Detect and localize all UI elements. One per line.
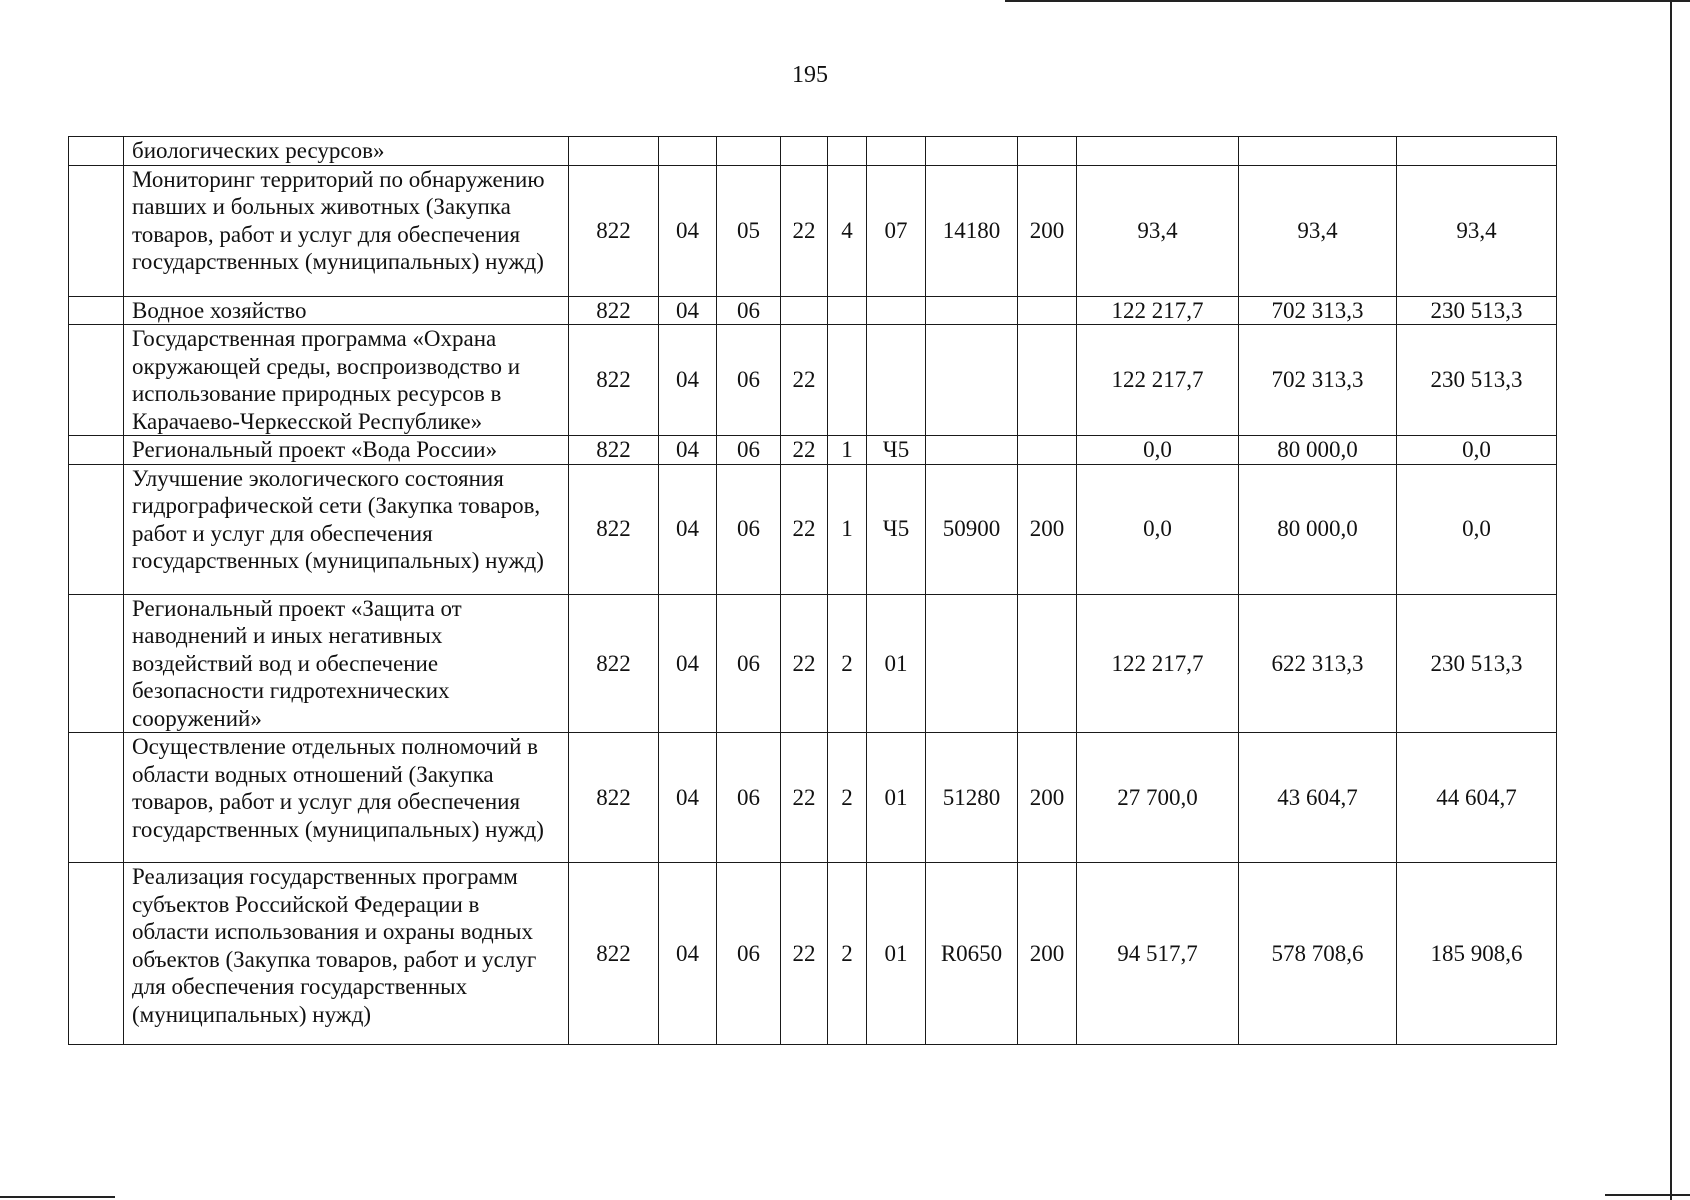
row-number-cell (69, 594, 124, 733)
table-row (69, 863, 1557, 1045)
amount-year2-cell: 622 313,3 (1239, 594, 1397, 733)
table-row (69, 296, 1557, 325)
ministry-code-cell: 822 (569, 733, 659, 863)
event-code-cell: 01 (867, 863, 926, 1045)
program-code-cell: 22 (781, 863, 828, 1045)
item-name-cell: Региональный проект «Защита от наводнений и иных негативных воздействий вод и обеспечение безопасности гидротехнических сооружений» (124, 594, 569, 733)
item-name-cell: Региональный проект «Вода России» (124, 436, 569, 465)
section-code-cell: 04 (659, 296, 717, 325)
amount-year1-cell: 122 217,7 (1077, 594, 1239, 733)
section-code-cell (659, 137, 717, 166)
section-code-cell: 04 (659, 165, 717, 296)
subsection-code-cell: 06 (717, 863, 781, 1045)
scan-edge-bottom-right (1605, 1194, 1690, 1196)
event-code-cell: 01 (867, 733, 926, 863)
table-row (69, 464, 1557, 594)
event-code-cell: 07 (867, 165, 926, 296)
amount-year3-cell: 44 604,7 (1397, 733, 1557, 863)
table-row (69, 436, 1557, 465)
subprogram-code-cell: 1 (828, 464, 867, 594)
amount-year3-cell: 230 513,3 (1397, 325, 1557, 436)
amount-year1-cell: 0,0 (1077, 464, 1239, 594)
subprogram-code-cell (828, 296, 867, 325)
amount-year3-cell: 185 908,6 (1397, 863, 1557, 1045)
program-code-cell: 22 (781, 165, 828, 296)
program-code-cell (781, 137, 828, 166)
subprogram-code-cell: 1 (828, 436, 867, 465)
amount-year3-cell (1397, 137, 1557, 166)
subprogram-code-cell (828, 325, 867, 436)
amount-year2-cell: 80 000,0 (1239, 464, 1397, 594)
subsection-code-cell: 06 (717, 464, 781, 594)
expense-type-cell (1018, 594, 1077, 733)
amount-year1-cell: 122 217,7 (1077, 325, 1239, 436)
subsection-code-cell: 06 (717, 325, 781, 436)
event-code-cell (867, 296, 926, 325)
amount-year2-cell: 80 000,0 (1239, 436, 1397, 465)
expense-type-cell: 200 (1018, 165, 1077, 296)
program-code-cell: 22 (781, 436, 828, 465)
expense-type-cell (1018, 296, 1077, 325)
expense-type-cell: 200 (1018, 733, 1077, 863)
section-code-cell: 04 (659, 325, 717, 436)
subsection-code-cell: 06 (717, 594, 781, 733)
event-code-cell: 01 (867, 594, 926, 733)
subsection-code-cell: 06 (717, 296, 781, 325)
program-code-cell: 22 (781, 733, 828, 863)
ministry-code-cell: 822 (569, 296, 659, 325)
scan-edge-right (1670, 0, 1672, 1200)
ministry-code-cell: 822 (569, 464, 659, 594)
event-code-cell (867, 137, 926, 166)
amount-year3-cell: 93,4 (1397, 165, 1557, 296)
row-number-cell (69, 863, 124, 1045)
ministry-code-cell: 822 (569, 325, 659, 436)
section-code-cell: 04 (659, 863, 717, 1045)
item-name-cell: Мониторинг территорий по обнаружению павших и больных животных (Закупка товаров, работ и услуг для обеспечения государственных (муниципальных) нужд) (124, 165, 569, 296)
scan-edge-top (1005, 0, 1690, 2)
row-number-cell (69, 137, 124, 166)
program-code-cell: 22 (781, 594, 828, 733)
section-code-cell: 04 (659, 733, 717, 863)
amount-year1-cell (1077, 137, 1239, 166)
row-number-cell (69, 165, 124, 296)
direction-code-cell: 51280 (926, 733, 1018, 863)
amount-year1-cell: 94 517,7 (1077, 863, 1239, 1045)
event-code-cell: Ч5 (867, 464, 926, 594)
amount-year2-cell: 702 313,3 (1239, 296, 1397, 325)
table-row (69, 594, 1557, 733)
item-name-cell: Государственная программа «Охрана окружающей среды, воспроизводство и использование природных ресурсов в Карачаево-Черкесской Республике» (124, 325, 569, 436)
expense-type-cell (1018, 325, 1077, 436)
program-code-cell: 22 (781, 325, 828, 436)
subprogram-code-cell: 2 (828, 733, 867, 863)
program-code-cell (781, 296, 828, 325)
direction-code-cell (926, 296, 1018, 325)
scan-edge-bottom-left (0, 1196, 115, 1198)
amount-year2-cell: 702 313,3 (1239, 325, 1397, 436)
amount-year2-cell: 93,4 (1239, 165, 1397, 296)
ministry-code-cell: 822 (569, 594, 659, 733)
item-name-cell: Улучшение экологического состояния гидрографической сети (Закупка товаров, работ и услуг для обеспечения государственных (муниципальных) нужд) (124, 464, 569, 594)
amount-year2-cell (1239, 137, 1397, 166)
subsection-code-cell: 06 (717, 436, 781, 465)
budget-table (68, 136, 1557, 1045)
amount-year2-cell: 578 708,6 (1239, 863, 1397, 1045)
direction-code-cell (926, 436, 1018, 465)
expense-type-cell (1018, 137, 1077, 166)
subprogram-code-cell: 4 (828, 165, 867, 296)
subsection-code-cell (717, 137, 781, 166)
table-row (69, 325, 1557, 436)
subprogram-code-cell (828, 137, 867, 166)
section-code-cell: 04 (659, 436, 717, 465)
page-number: 195 (792, 62, 828, 88)
section-code-cell: 04 (659, 594, 717, 733)
row-number-cell (69, 464, 124, 594)
item-name-cell: Реализация государственных программ субъектов Российской Федерации в области использования и охраны водных объектов (Закупка товаров, работ и услуг для обеспечения государственных (муниципальных) нужд) (124, 863, 569, 1045)
ministry-code-cell: 822 (569, 436, 659, 465)
table-row (69, 165, 1557, 296)
amount-year3-cell: 0,0 (1397, 464, 1557, 594)
row-number-cell (69, 733, 124, 863)
table-row (69, 733, 1557, 863)
amount-year2-cell: 43 604,7 (1239, 733, 1397, 863)
row-number-cell (69, 436, 124, 465)
amount-year3-cell: 230 513,3 (1397, 296, 1557, 325)
direction-code-cell (926, 325, 1018, 436)
ministry-code-cell: 822 (569, 863, 659, 1045)
row-number-cell (69, 296, 124, 325)
amount-year1-cell: 27 700,0 (1077, 733, 1239, 863)
program-code-cell: 22 (781, 464, 828, 594)
expense-type-cell: 200 (1018, 863, 1077, 1045)
table-body (69, 137, 1557, 1045)
direction-code-cell: 50900 (926, 464, 1018, 594)
direction-code-cell (926, 137, 1018, 166)
section-code-cell: 04 (659, 464, 717, 594)
row-number-cell (69, 325, 124, 436)
amount-year1-cell: 0,0 (1077, 436, 1239, 465)
event-code-cell: Ч5 (867, 436, 926, 465)
item-name-cell: Осуществление отдельных полномочий в области водных отношений (Закупка товаров, работ и услуг для обеспечения государственных (муниципальных) нужд) (124, 733, 569, 863)
item-name-cell: биологических ресурсов» (124, 137, 569, 166)
amount-year3-cell: 0,0 (1397, 436, 1557, 465)
event-code-cell (867, 325, 926, 436)
table-row (69, 137, 1557, 166)
item-name-cell: Водное хозяйство (124, 296, 569, 325)
subsection-code-cell: 05 (717, 165, 781, 296)
direction-code-cell (926, 594, 1018, 733)
amount-year1-cell: 122 217,7 (1077, 296, 1239, 325)
amount-year3-cell: 230 513,3 (1397, 594, 1557, 733)
amount-year1-cell: 93,4 (1077, 165, 1239, 296)
expense-type-cell (1018, 436, 1077, 465)
ministry-code-cell (569, 137, 659, 166)
subprogram-code-cell: 2 (828, 594, 867, 733)
ministry-code-cell: 822 (569, 165, 659, 296)
direction-code-cell: 14180 (926, 165, 1018, 296)
expense-type-cell: 200 (1018, 464, 1077, 594)
direction-code-cell: R0650 (926, 863, 1018, 1045)
subprogram-code-cell: 2 (828, 863, 867, 1045)
subsection-code-cell: 06 (717, 733, 781, 863)
